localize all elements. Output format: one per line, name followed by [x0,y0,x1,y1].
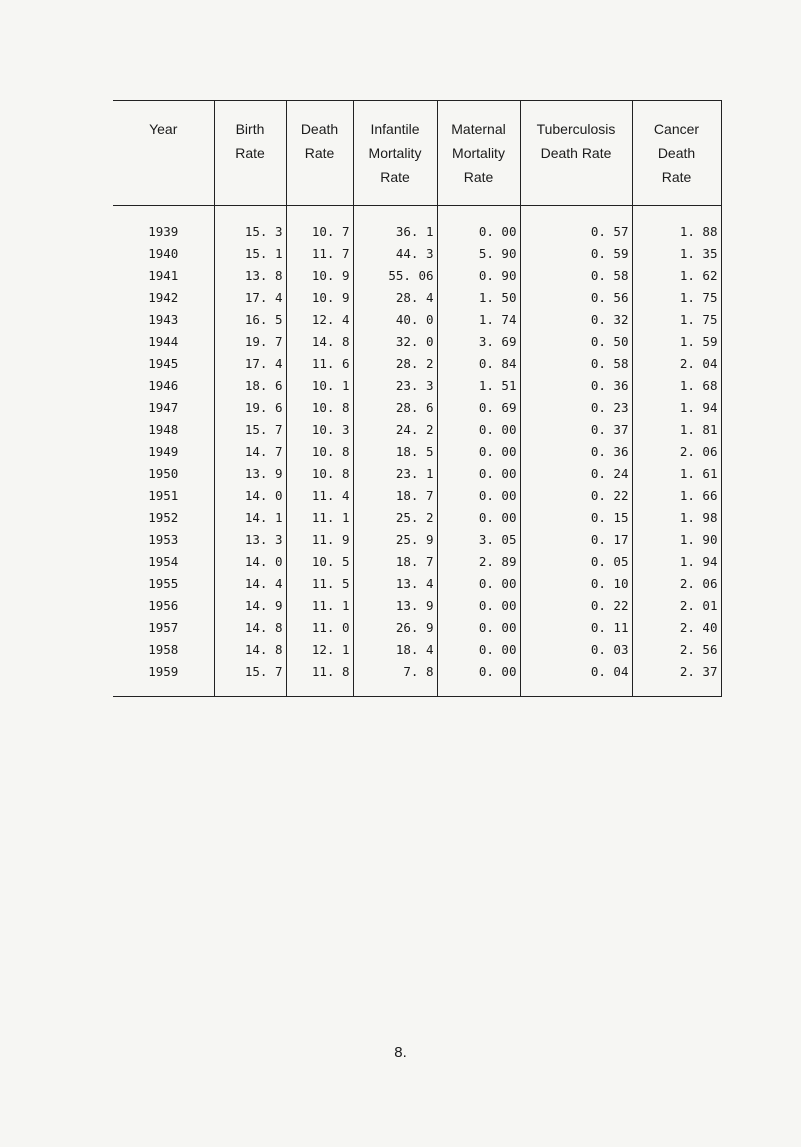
cell-infantile-mortality-rate: 18. 7 [353,550,437,572]
cell-birth-rate: 17. 4 [214,352,286,374]
cell-death-rate: 11. 8 [286,660,353,697]
cell-year: 1944 [148,333,179,349]
cell-birth-rate: 13. 3 [214,528,286,550]
cell-death-rate: 11. 7 [286,242,353,264]
cell-birth-rate: 19. 7 [214,330,286,352]
cell-infantile-mortality-rate: 28. 4 [353,286,437,308]
cell-birth-rate: 19. 6 [214,396,286,418]
table-row [113,264,721,286]
cell-death-rate: 11. 4 [286,484,353,506]
column-header-line: Birth [235,121,265,137]
cell-cancer-death-rate: 1. 75 [632,308,721,330]
cell-tuberculosis-death-rate: 0. 22 [520,484,632,506]
cell-tuberculosis-death-rate: 0. 59 [520,242,632,264]
cell-infantile-mortality-rate: 24. 2 [353,418,437,440]
cell-death-rate: 10. 9 [286,264,353,286]
cell-birth-rate: 15. 7 [214,418,286,440]
cell-year: 1939 [148,223,179,239]
column-header-line: Rate [304,145,335,161]
cell-infantile-mortality-rate: 23. 3 [353,374,437,396]
column-header-death-rate [286,101,353,206]
cell-cancer-death-rate: 1. 81 [632,418,721,440]
cell-death-rate: 10. 8 [286,396,353,418]
column-header-line: Death [657,145,696,161]
cell-birth-rate: 18. 6 [214,374,286,396]
cell-birth-rate: 14. 1 [214,506,286,528]
cell-year: 1951 [148,487,179,503]
cell-year: 1953 [148,531,179,547]
column-header-line: Death [300,121,339,137]
column-header-year [113,101,214,206]
cell-infantile-mortality-rate: 13. 9 [353,594,437,616]
column-header-tuberculosis-death-rate [520,101,632,206]
cell-cancer-death-rate: 1. 66 [632,484,721,506]
cell-tuberculosis-death-rate: 0. 36 [520,440,632,462]
cell-tuberculosis-death-rate: 0. 11 [520,616,632,638]
column-header-line: Rate [380,169,410,185]
cell-maternal-mortality-rate: 1. 51 [437,374,520,396]
cell-cancer-death-rate: 1. 98 [632,506,721,528]
cell-birth-rate: 16. 5 [214,308,286,330]
cell-maternal-mortality-rate: 0. 00 [437,506,520,528]
cell-tuberculosis-death-rate: 0. 32 [520,308,632,330]
table-row [113,352,721,374]
cell-cancer-death-rate: 2. 01 [632,594,721,616]
table-row [113,506,721,528]
cell-maternal-mortality-rate: 0. 00 [437,594,520,616]
cell-cancer-death-rate: 1. 62 [632,264,721,286]
cell-infantile-mortality-rate: 32. 0 [353,330,437,352]
cell-year: 1943 [148,311,179,327]
cell-tuberculosis-death-rate: 0. 24 [520,462,632,484]
table-row [113,440,721,462]
cell-tuberculosis-death-rate: 0. 56 [520,286,632,308]
table-header-row [113,101,721,206]
cell-infantile-mortality-rate: 28. 6 [353,396,437,418]
cell-year: 1948 [148,421,179,437]
cell-birth-rate: 15. 7 [214,660,286,697]
cell-death-rate: 12. 4 [286,308,353,330]
cell-maternal-mortality-rate: 0. 00 [437,616,520,638]
cell-cancer-death-rate: 2. 06 [632,440,721,462]
cell-birth-rate: 14. 8 [214,638,286,660]
cell-death-rate: 10. 7 [286,206,353,243]
cell-year: 1958 [148,641,179,657]
cell-year: 1955 [148,575,179,591]
cell-death-rate: 14. 8 [286,330,353,352]
column-header-line: Rate [661,169,692,185]
table-row [113,396,721,418]
cell-birth-rate: 13. 8 [214,264,286,286]
cell-cancer-death-rate: 2. 37 [632,660,721,697]
table-row [113,242,721,264]
column-header-birth-rate [214,101,286,206]
cell-death-rate: 11. 9 [286,528,353,550]
cell-cancer-death-rate: 1. 68 [632,374,721,396]
table-row [113,638,721,660]
page-number: 8. [394,1044,407,1061]
cell-infantile-mortality-rate: 28. 2 [353,352,437,374]
column-header-line: Mortality [368,145,422,161]
cell-year: 1946 [148,377,179,393]
table-row [113,484,721,506]
cell-tuberculosis-death-rate: 0. 23 [520,396,632,418]
column-header-line: Rate [463,169,494,185]
cell-maternal-mortality-rate: 0. 69 [437,396,520,418]
column-header-cancer-death-rate [632,101,721,206]
table-row [113,594,721,616]
cell-maternal-mortality-rate: 0. 00 [437,440,520,462]
cell-maternal-mortality-rate: 0. 84 [437,352,520,374]
cell-cancer-death-rate: 1. 94 [632,396,721,418]
cell-tuberculosis-death-rate: 0. 58 [520,264,632,286]
cell-year: 1947 [148,399,179,415]
cell-year: 1957 [148,619,179,635]
cell-infantile-mortality-rate: 23. 1 [353,462,437,484]
cell-cancer-death-rate: 1. 75 [632,286,721,308]
table-body [113,206,721,697]
cell-tuberculosis-death-rate: 0. 17 [520,528,632,550]
cell-birth-rate: 17. 4 [214,286,286,308]
cell-death-rate: 10. 8 [286,440,353,462]
table-row [113,206,721,243]
cell-year: 1942 [148,289,179,305]
cell-death-rate: 12. 1 [286,638,353,660]
table-row [113,572,721,594]
cell-maternal-mortality-rate: 1. 50 [437,286,520,308]
cell-tuberculosis-death-rate: 0. 58 [520,352,632,374]
cell-tuberculosis-death-rate: 0. 15 [520,506,632,528]
cell-maternal-mortality-rate: 0. 00 [437,462,520,484]
cell-cancer-death-rate: 1. 59 [632,330,721,352]
cell-birth-rate: 15. 1 [214,242,286,264]
cell-birth-rate: 15. 3 [214,206,286,243]
column-header-line: Mortality [452,145,505,161]
cell-death-rate: 11. 1 [286,506,353,528]
cell-year: 1949 [148,443,179,459]
cell-cancer-death-rate: 2. 06 [632,572,721,594]
cell-maternal-mortality-rate: 3. 05 [437,528,520,550]
cell-year: 1941 [148,267,179,283]
cell-year: 1959 [113,660,214,697]
cell-infantile-mortality-rate: 44. 3 [353,242,437,264]
cell-cancer-death-rate: 2. 40 [632,616,721,638]
cell-birth-rate: 13. 9 [214,462,286,484]
column-header-line: Death Rate [540,145,612,161]
cell-year: 1956 [148,597,179,613]
table-row [113,330,721,352]
cell-death-rate: 10. 8 [286,462,353,484]
column-header-line: Maternal [451,121,506,137]
cell-infantile-mortality-rate: 18. 7 [353,484,437,506]
cell-maternal-mortality-rate: 2. 89 [437,550,520,572]
cell-infantile-mortality-rate: 36. 1 [353,206,437,243]
column-header-line: Rate [235,145,265,161]
cell-death-rate: 11. 6 [286,352,353,374]
cell-cancer-death-rate: 1. 90 [632,528,721,550]
cell-birth-rate: 14. 9 [214,594,286,616]
cell-maternal-mortality-rate: 0. 00 [437,638,520,660]
cell-birth-rate: 14. 0 [214,550,286,572]
cell-maternal-mortality-rate: 0. 00 [437,418,520,440]
cell-tuberculosis-death-rate: 0. 05 [520,550,632,572]
cell-year: 1950 [148,465,179,481]
table-row [113,528,721,550]
cell-birth-rate: 14. 0 [214,484,286,506]
table-row [113,616,721,638]
cell-maternal-mortality-rate: 5. 90 [437,242,520,264]
cell-maternal-mortality-rate: 1. 74 [437,308,520,330]
cell-infantile-mortality-rate: 25. 9 [353,528,437,550]
cell-infantile-mortality-rate: 25. 2 [353,506,437,528]
column-header-maternal-mortality-rate [437,101,520,206]
cell-year: 1954 [148,553,179,569]
cell-cancer-death-rate: 1. 88 [632,206,721,243]
table-row [113,286,721,308]
cell-birth-rate: 14. 8 [214,616,286,638]
cell-tuberculosis-death-rate: 0. 37 [520,418,632,440]
cell-death-rate: 10. 5 [286,550,353,572]
table-row [113,462,721,484]
cell-cancer-death-rate: 1. 94 [632,550,721,572]
cell-death-rate: 11. 0 [286,616,353,638]
cell-infantile-mortality-rate: 18. 5 [353,440,437,462]
cell-infantile-mortality-rate: 13. 4 [353,572,437,594]
cell-cancer-death-rate: 2. 56 [632,638,721,660]
column-header-line: Infantile [370,121,420,137]
vital-statistics-table [113,100,722,697]
table-row [113,418,721,440]
table-row [113,374,721,396]
table-row [113,550,721,572]
column-header-infantile-mortality-rate [353,101,437,206]
cell-birth-rate: 14. 4 [214,572,286,594]
cell-maternal-mortality-rate: 0. 00 [437,484,520,506]
cell-tuberculosis-death-rate: 0. 36 [520,374,632,396]
table-row [113,308,721,330]
cell-maternal-mortality-rate: 0. 00 [437,572,520,594]
cell-death-rate: 11. 5 [286,572,353,594]
cell-cancer-death-rate: 1. 35 [632,242,721,264]
table-row [113,660,721,697]
column-header-line: Cancer [653,121,700,137]
cell-tuberculosis-death-rate: 0. 10 [520,572,632,594]
column-header-line: Tuberculosis [536,121,616,137]
cell-maternal-mortality-rate: 0. 00 [437,206,520,243]
cell-maternal-mortality-rate: 0. 90 [437,264,520,286]
cell-infantile-mortality-rate: 55. 06 [353,264,437,286]
cell-tuberculosis-death-rate: 0. 50 [520,330,632,352]
cell-cancer-death-rate: 1. 61 [632,462,721,484]
cell-death-rate: 10. 1 [286,374,353,396]
column-header-line: Year [149,121,178,137]
cell-year: 1940 [148,245,179,261]
cell-maternal-mortality-rate: 3. 69 [437,330,520,352]
cell-infantile-mortality-rate: 26. 9 [353,616,437,638]
cell-tuberculosis-death-rate: 0. 03 [520,638,632,660]
cell-year: 1952 [148,509,179,525]
cell-tuberculosis-death-rate: 0. 22 [520,594,632,616]
cell-infantile-mortality-rate: 7. 8 [353,660,437,697]
cell-death-rate: 10. 9 [286,286,353,308]
cell-death-rate: 11. 1 [286,594,353,616]
cell-infantile-mortality-rate: 18. 4 [353,638,437,660]
cell-birth-rate: 14. 7 [214,440,286,462]
cell-death-rate: 10. 3 [286,418,353,440]
cell-maternal-mortality-rate: 0. 00 [437,660,520,697]
cell-year: 1945 [148,355,179,371]
cell-tuberculosis-death-rate: 0. 04 [520,660,632,697]
cell-infantile-mortality-rate: 40. 0 [353,308,437,330]
cell-tuberculosis-death-rate: 0. 57 [520,206,632,243]
cell-cancer-death-rate: 2. 04 [632,352,721,374]
